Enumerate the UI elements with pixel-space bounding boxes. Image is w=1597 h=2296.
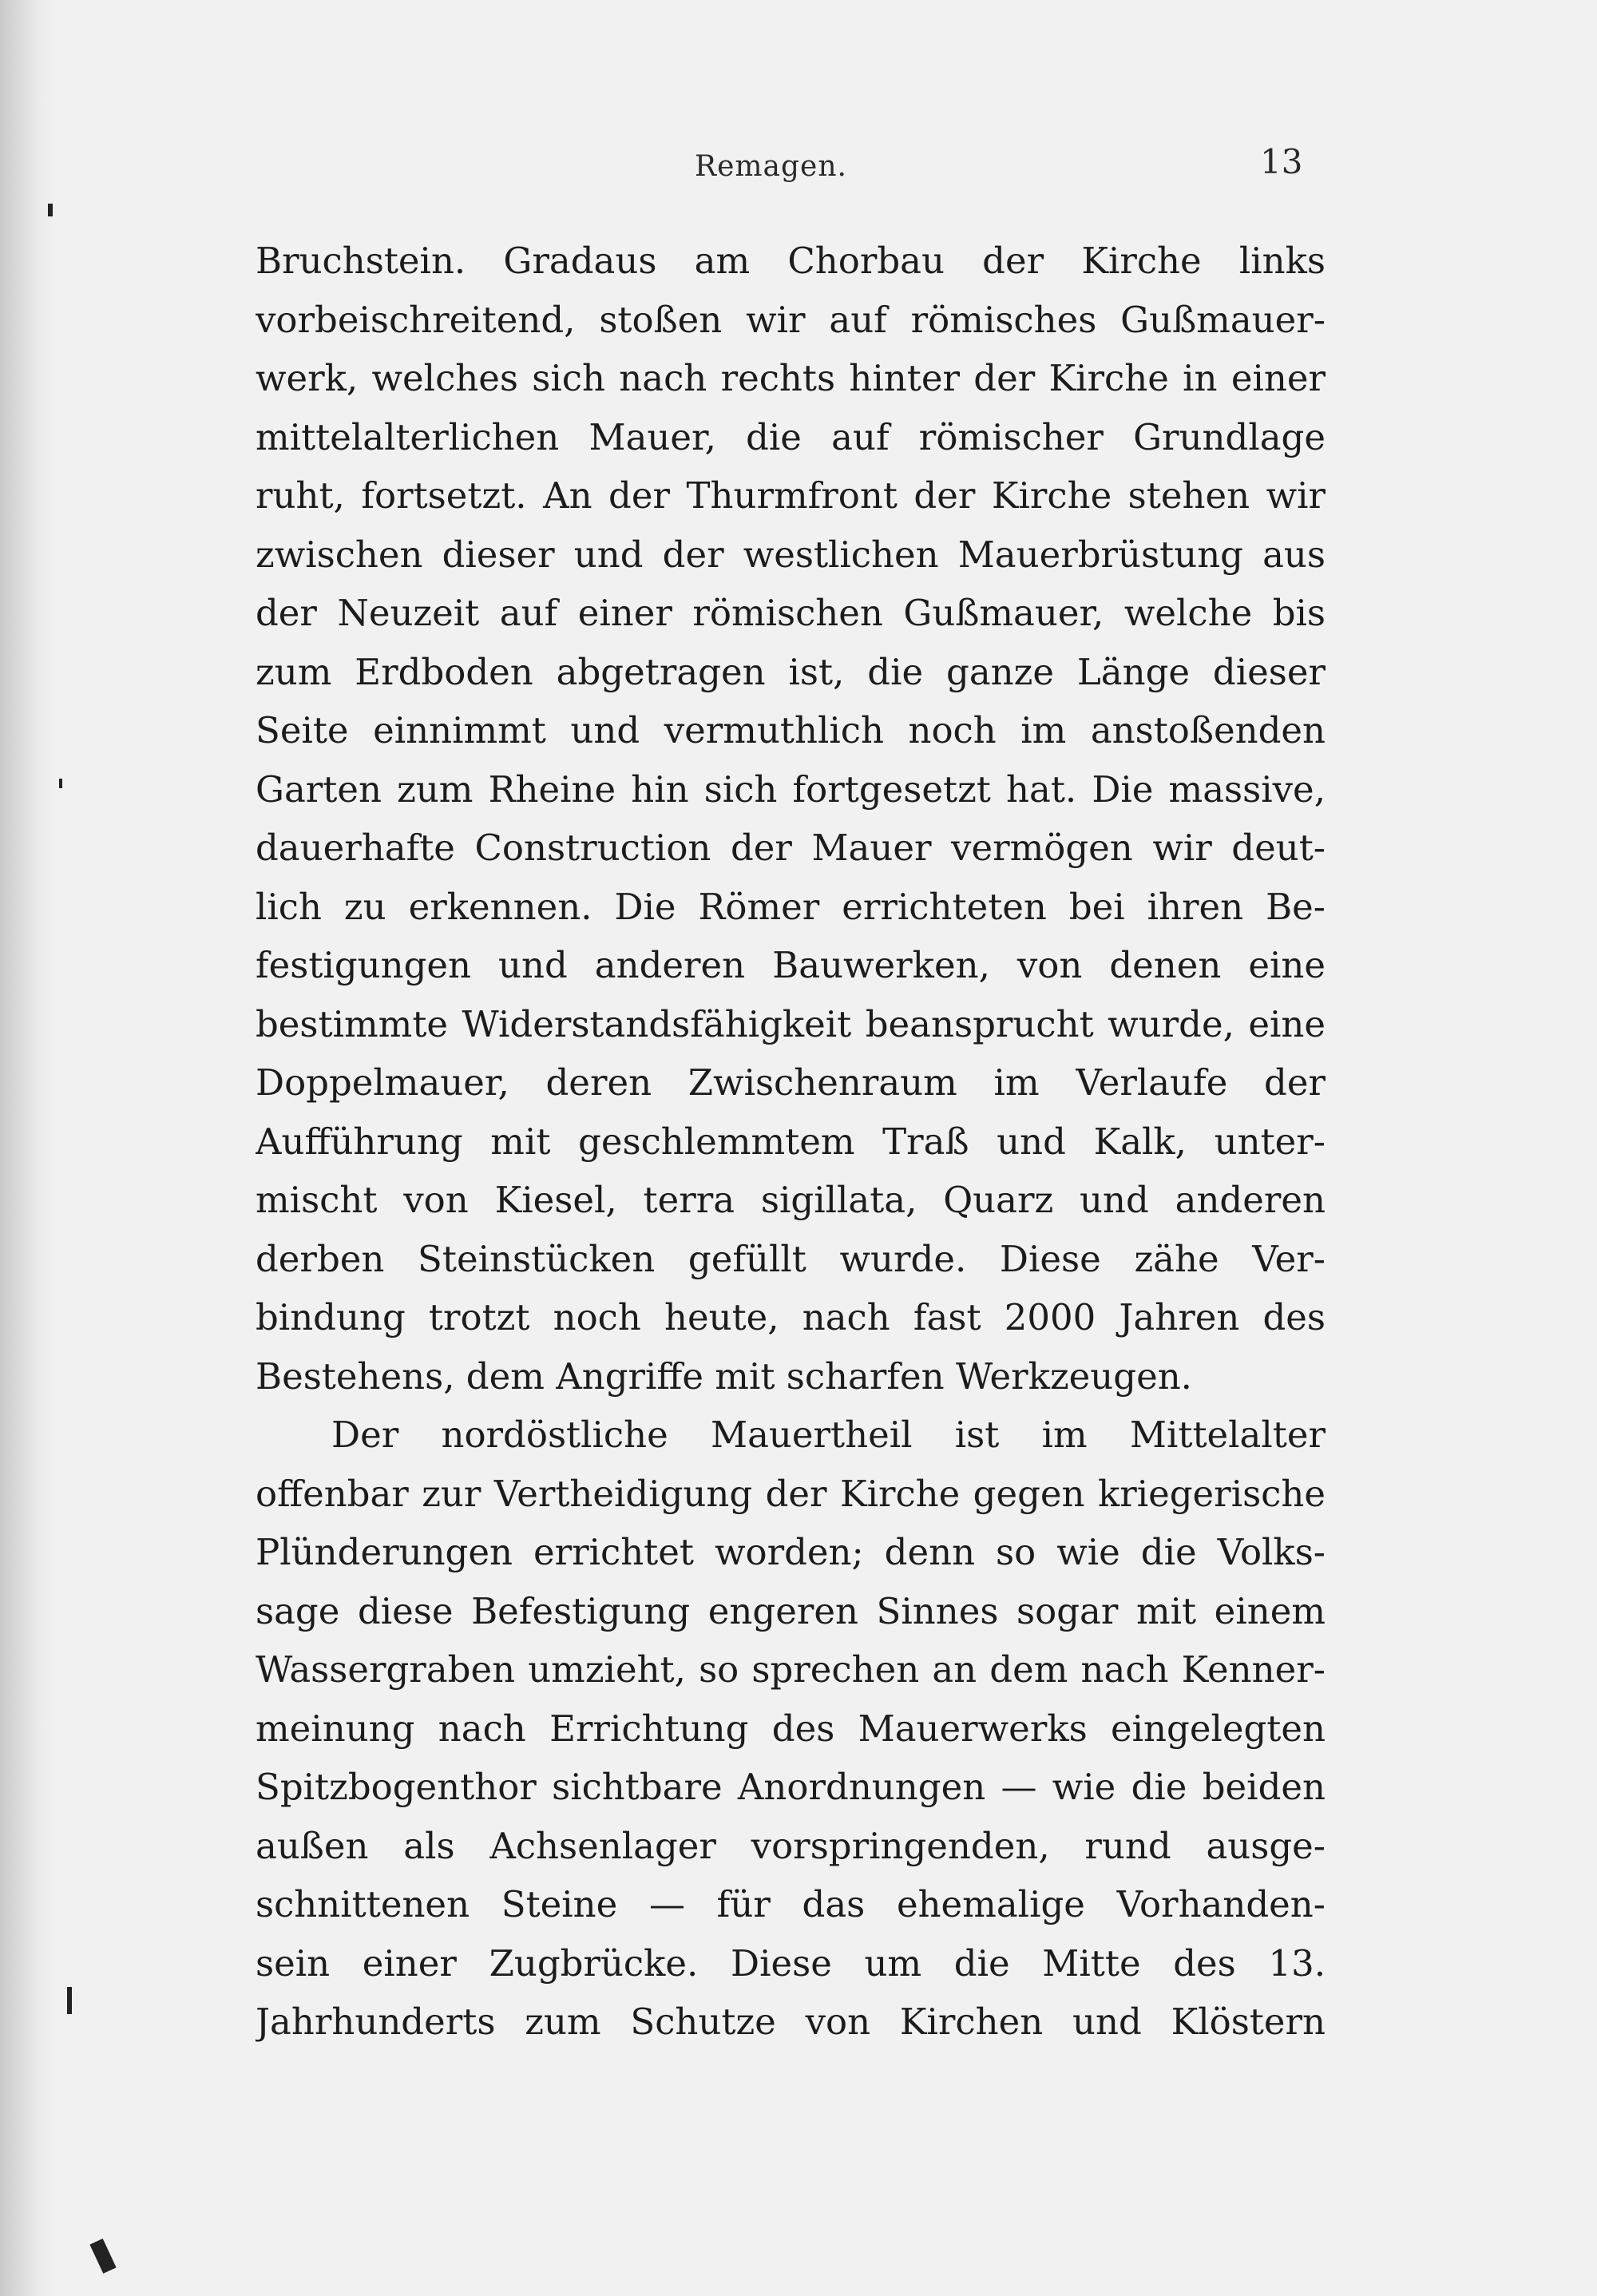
text-line: Seite einnimmt und vermuthlich noch im anstoßenden (256, 709, 1326, 751)
text-line: Garten zum Rheine hin sich fortgesetzt hat. Die massive, (256, 767, 1326, 811)
text-line: der Neuzeit auf einer römischen Gußmauer, welche bis (256, 592, 1326, 634)
margin-speck (89, 2239, 116, 2274)
text-line: bestimmte Widerstandsfähigkeit beansprucht wurde, eine (256, 1002, 1326, 1045)
text-line: offenbar zur Vertheidigung der Kirche gegen kriegerische (256, 1472, 1326, 1515)
text-line: dauerhafte Construction der Mauer vermögen wir deut- (256, 827, 1326, 869)
text-line: Doppelmauer, deren Zwischenraum im Verlaufe der (256, 1061, 1326, 1104)
text-line: Der nordöstliche Mauertheil ist im Mittelalter (331, 1414, 1326, 1456)
running-title: Remagen. (695, 150, 847, 183)
text-line: Aufführung mit geschlemmtem Traß und Kalk, unter- (256, 1120, 1326, 1163)
text-line: derben Steinstücken gefüllt wurde. Diese zähe Ver- (256, 1237, 1326, 1280)
text-line: sage diese Befestigung engeren Sinnes sogar mit einem (256, 1589, 1326, 1632)
text-line: schnittenen Steine — für das ehemalige Vorhanden- (256, 1883, 1326, 1925)
text-line: sein einer Zugbrücke. Diese um die Mitte des 13. (256, 1941, 1326, 1985)
text-line: Bestehens, dem Angriffe mit scharfen Werkzeugen. (256, 1354, 1192, 1398)
text-line: bindung trotzt noch heute, nach fast 2000 Jahren des (256, 1296, 1326, 1338)
text-line: lich zu erkennen. Die Römer errichteten bei ihren Be- (256, 885, 1326, 928)
page-header (0, 134, 1597, 190)
text-line: werk, welches sich nach rechts hinter der Kirche in einer (256, 357, 1326, 399)
text-line: festigungen und anderen Bauwerken, von denen eine (256, 944, 1326, 986)
text-line: Jahrhunderts zum Schutze von Kirchen und Klöstern (256, 2001, 1326, 2043)
margin-speck (67, 1987, 72, 2014)
text-line: mittelalterlichen Mauer, die auf römischer Grundlage (256, 415, 1326, 458)
text-line: vorbeischreitend, stoßen wir auf römisches Gußmauer- (256, 298, 1326, 341)
text-line: zum Erdboden abgetragen ist, die ganze Länge dieser (256, 650, 1326, 693)
body-text (256, 232, 1326, 2052)
text-line: Spitzbogenthor sichtbare Anordnungen — wie die beiden (256, 1766, 1326, 1808)
text-line: meinung nach Errichtung des Mauerwerks eingelegten (256, 1707, 1326, 1750)
text-line: Wassergraben umzieht, so sprechen an dem nach Kenner- (256, 1648, 1326, 1691)
text-line: zwischen dieser und der westlichen Mauerbrüstung aus (256, 533, 1326, 576)
text-line: Bruchstein. Gradaus am Chorbau der Kirche links (256, 240, 1326, 282)
page-number: 13 (1260, 142, 1303, 181)
text-line: Plünderungen errichtet worden; denn so wie die Volks- (256, 1531, 1326, 1573)
text-line: außen als Achsenlager vorspringenden, rund ausge- (256, 1824, 1326, 1867)
text-line: ruht, fortsetzt. An der Thurmfront der Kirche stehen wir (256, 474, 1326, 517)
text-line: mischt von Kiesel, terra sigillata, Quarz und anderen (256, 1179, 1326, 1221)
margin-speck (59, 779, 62, 788)
margin-speck (48, 204, 53, 216)
